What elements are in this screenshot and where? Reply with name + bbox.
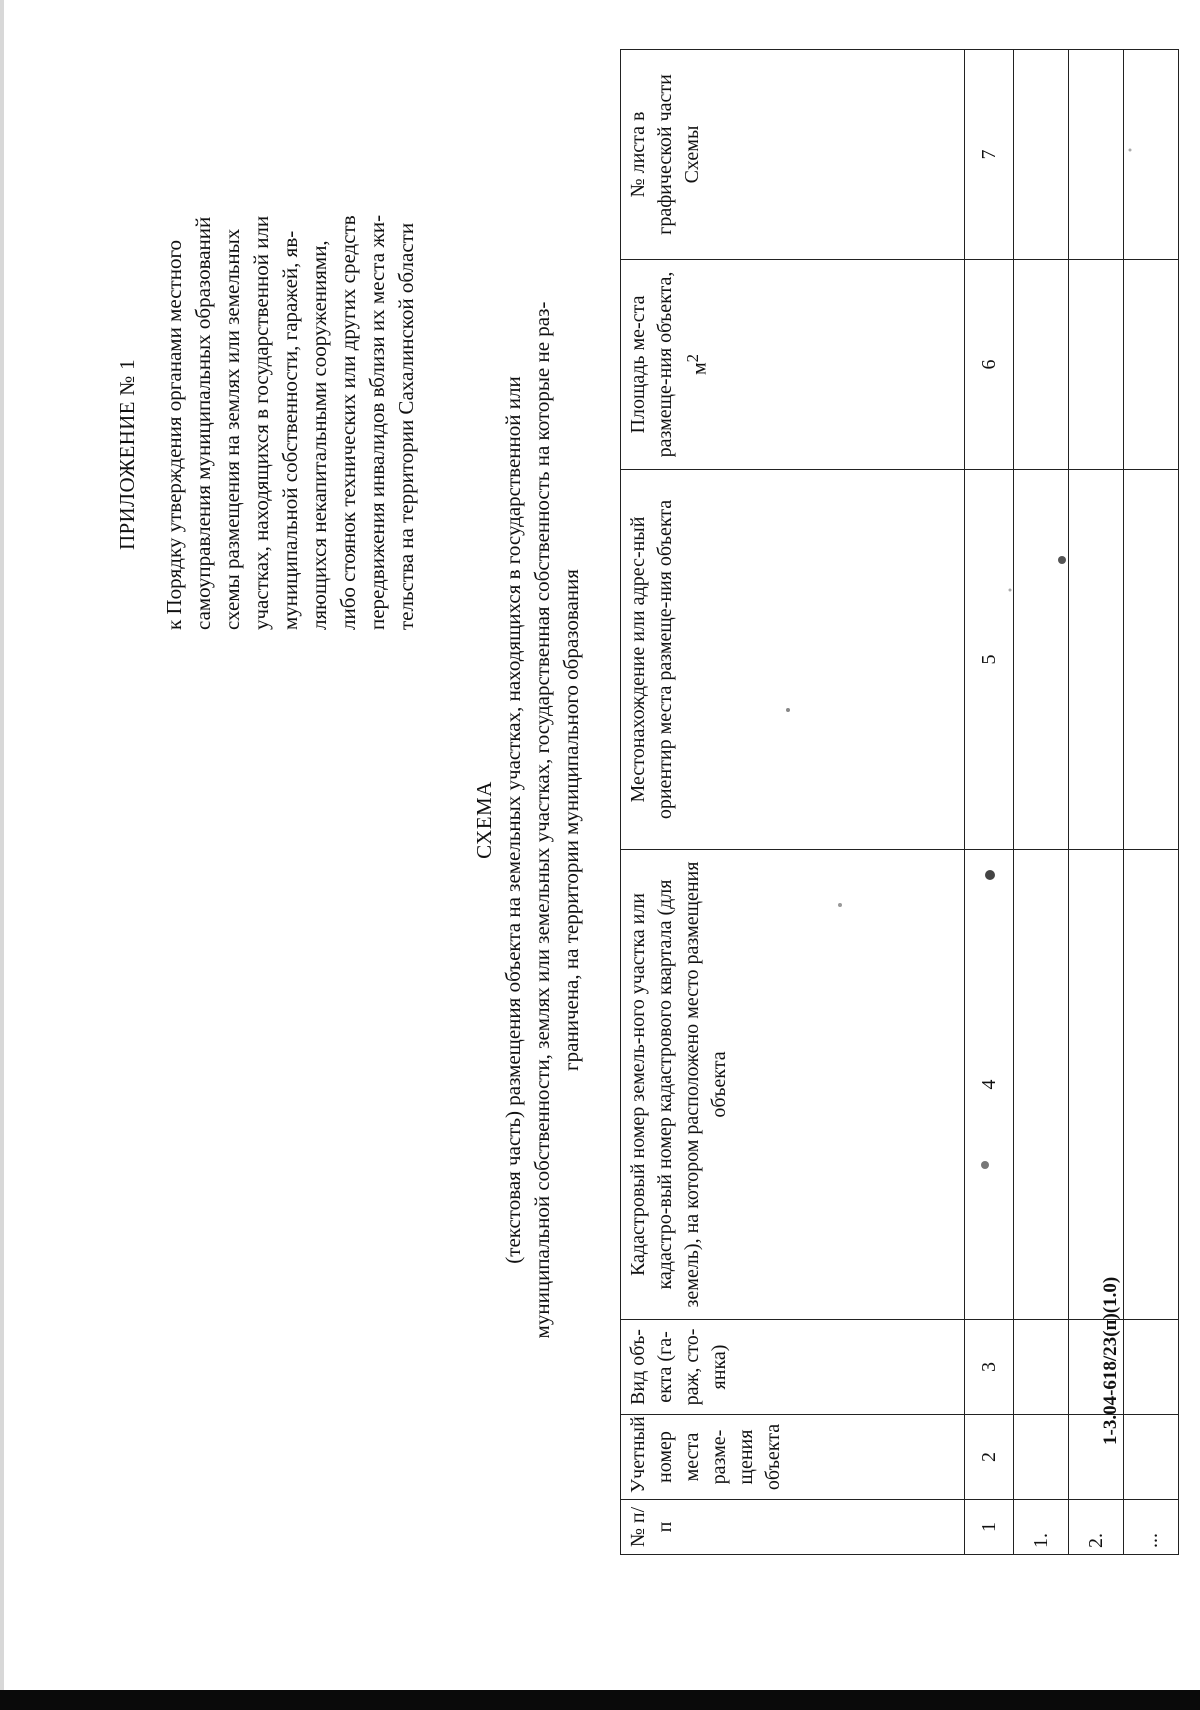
scheme-subtitle-line: граничена, на территории муниципального образования [559, 569, 583, 1071]
scan-speck [1058, 556, 1066, 564]
scheme-title: СХЕМА [472, 781, 496, 859]
appendix-line: к Порядку утверждения органами местного [162, 239, 186, 630]
header-cell-sheet-number: № листа в графической части Схемы [621, 50, 965, 260]
appendix-line: участках, находящихся в государственной или [249, 215, 273, 630]
row-label: 1. [1014, 1500, 1069, 1555]
scan-speck [981, 1161, 989, 1169]
column-number: 1 [965, 1500, 1014, 1555]
header-cell-number: № п/п [621, 1500, 965, 1555]
appendix-title: ПРИЛОЖЕНИЕ № 1 [115, 359, 139, 550]
column-number: 3 [965, 1320, 1014, 1415]
column-number: 6 [965, 260, 1014, 470]
appendix-line: ляющихся некапитальными сооружениями, [307, 240, 331, 630]
header-cell-location: Местонахождение или адрес-ный ориентир места размеще-ния объекта [621, 470, 965, 850]
scheme-subtitle-line: муниципальной собственности, землях или земельных участках, государственная собственность на которые не раз- [530, 301, 554, 1339]
row-label: ... [1124, 1500, 1179, 1555]
column-number: 4 [965, 850, 1014, 1320]
appendix-line: тельства на территории Сахалинской области [394, 222, 418, 630]
column-number: 5 [965, 470, 1014, 850]
scan-speck [985, 870, 995, 880]
header-cell-cadastral-number: Кадастровый номер земель-ного участка или кадастро-вый номер кадастрового квартала (для земель), на котором расположено место размещения объекта [621, 850, 965, 1320]
header-area-sup: 2 [683, 354, 702, 363]
appendix-line: муниципальной собственности, гаражей, яв- [278, 230, 302, 630]
scan-speck [786, 708, 790, 712]
appendix-line: передвижения инвалидов вблизи их места жи- [365, 214, 389, 630]
appendix-line: схемы размещения на землях или земельных [220, 228, 244, 630]
row-label: 2. [1069, 1500, 1124, 1555]
header-cell-account-number: Учетный номер места разме-щения объекта [621, 1415, 965, 1500]
scan-speck [838, 903, 842, 907]
scheme-subtitle-line: (текстовая часть) размещения объекта на земельных участках, находящихся в государственной или [501, 376, 525, 1264]
header-cell-object-type: Вид объ-екта (га-раж, сто-янка) [621, 1320, 965, 1415]
column-number: 7 [965, 50, 1014, 260]
column-number: 2 [965, 1415, 1014, 1500]
appendix-line: либо стоянок технических или других средств [336, 215, 360, 630]
document-code: 1-3.04-618/23(п)(1.0) [1100, 1276, 1121, 1445]
header-area-text: Площадь ме-ста размеще-ния объекта, м [627, 271, 711, 458]
scan-speck [1129, 149, 1132, 152]
scan-speck [1009, 589, 1012, 592]
scan-bottom-bar [0, 1690, 1200, 1710]
appendix-line: самоуправления муниципальных образований [191, 216, 215, 630]
